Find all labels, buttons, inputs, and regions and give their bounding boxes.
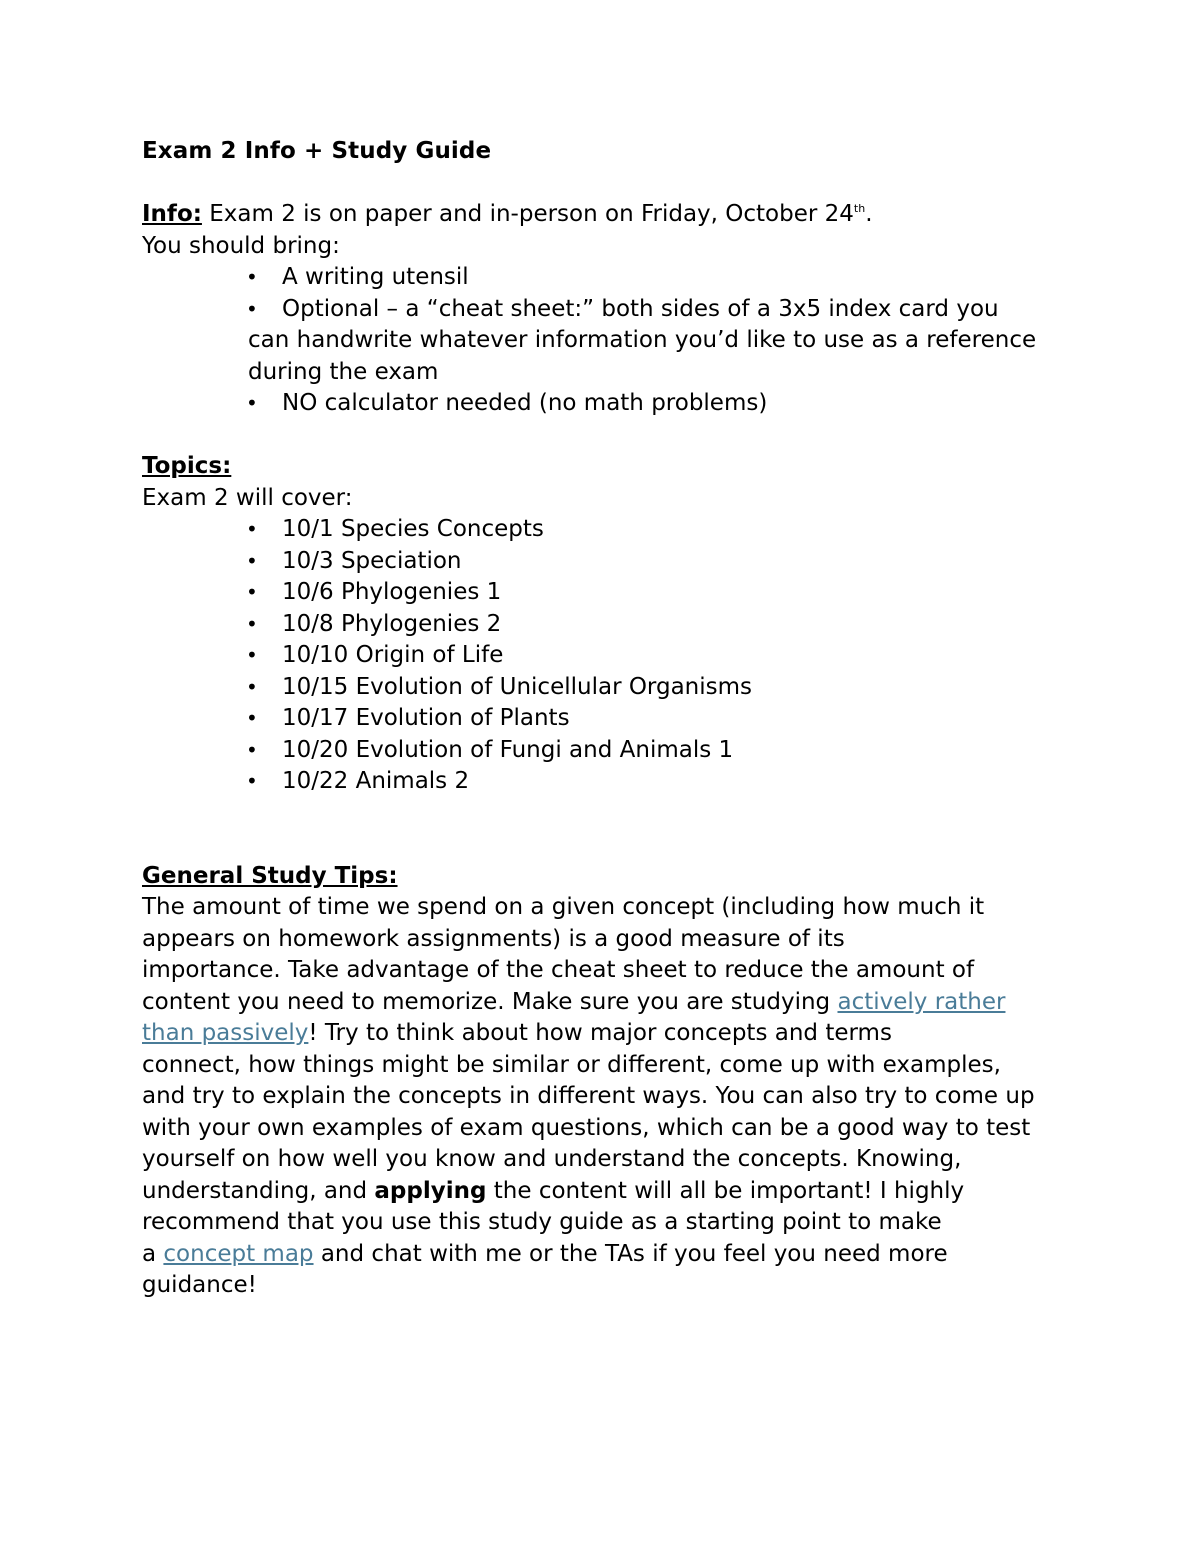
bullet-icon: • xyxy=(246,391,258,415)
list-item-text-continued: can handwrite whatever information you’d like to use as a reference xyxy=(248,327,1037,353)
bullet-icon: • xyxy=(246,265,258,289)
bullet-icon: • xyxy=(246,548,258,573)
bullet-icon: • xyxy=(246,769,258,793)
topic-text: 10/15 Evolution of Unicellular Organisms xyxy=(282,673,753,700)
list-item xyxy=(142,735,1082,767)
paragraph-text: understanding, and xyxy=(142,1177,375,1204)
active-study-link[interactable]: actively rather xyxy=(837,988,1006,1015)
list-item xyxy=(142,388,1082,420)
bullet-icon: • xyxy=(246,296,258,321)
list-item-text: A writing utensil xyxy=(282,264,469,290)
concept-map-link[interactable]: concept map xyxy=(163,1240,314,1267)
list-item xyxy=(142,514,1082,546)
list-item xyxy=(142,609,1082,641)
list-item-text: Optional – a “cheat sheet:” both sides of a 3x5 index card you xyxy=(282,295,999,322)
list-item xyxy=(142,703,1082,735)
info-heading: Info: xyxy=(142,201,202,227)
topic-text: 10/20 Evolution of Fungi and Animals 1 xyxy=(282,736,734,763)
paragraph-line: guidance! xyxy=(142,1272,257,1298)
list-item-text: NO calculator needed (no math problems) xyxy=(282,390,768,416)
topic-text: 10/3 Speciation xyxy=(282,547,462,574)
spacer xyxy=(142,168,1082,200)
bullet-icon: • xyxy=(246,674,258,699)
paragraph-line xyxy=(142,1176,1082,1208)
paragraph-line xyxy=(142,1018,1082,1050)
bullet-icon: • xyxy=(246,706,258,730)
bullet-icon: • xyxy=(246,737,258,762)
topic-text: 10/6 Phylogenies 1 xyxy=(282,579,502,605)
bullet-icon: • xyxy=(246,643,258,667)
list-item xyxy=(142,546,1082,578)
topics-list xyxy=(142,514,1082,798)
info-text-end: . xyxy=(865,201,873,227)
topics-intro: Exam 2 will cover: xyxy=(142,484,353,511)
bring-intro: You should bring: xyxy=(142,232,340,259)
bullet-icon: • xyxy=(246,580,258,604)
bullet-icon: • xyxy=(246,517,258,541)
topics-heading-line xyxy=(142,451,1082,483)
list-item xyxy=(142,294,1082,389)
document-page xyxy=(142,136,1082,1302)
paragraph-text: ! Try to think about how major concepts and terms xyxy=(308,1020,892,1046)
list-item xyxy=(142,577,1082,609)
info-text: Exam 2 is on paper and in-person on Friday, October 24 xyxy=(201,201,854,227)
paragraph-line xyxy=(142,987,1082,1019)
tips-heading-line xyxy=(142,861,1082,893)
list-item xyxy=(142,262,1082,294)
tips-paragraph xyxy=(142,892,1082,1302)
paragraph-line xyxy=(142,1239,1082,1271)
topic-text: 10/8 Phylogenies 2 xyxy=(282,610,502,637)
list-item-text-continued: during the exam xyxy=(248,358,439,385)
tips-heading: General Study Tips: xyxy=(142,862,398,889)
list-item xyxy=(142,766,1082,798)
bring-list xyxy=(142,262,1082,420)
active-study-link-continued[interactable]: than passively xyxy=(142,1020,309,1046)
spacer xyxy=(142,798,1082,830)
topic-text: 10/17 Evolution of Plants xyxy=(282,705,570,731)
paragraph-text: the content will all be important! I highly xyxy=(486,1177,965,1204)
topic-text: 10/22 Animals 2 xyxy=(282,768,470,794)
list-item xyxy=(142,672,1082,704)
paragraph-line: and try to explain the concepts in different ways. You can also try to come up xyxy=(142,1083,1035,1109)
paragraph-line: yourself on how well you know and understand the concepts. Knowing, xyxy=(142,1146,962,1172)
paragraph-line: importance. Take advantage of the cheat sheet to reduce the amount of xyxy=(142,957,975,983)
list-item xyxy=(142,640,1082,672)
info-line xyxy=(142,199,1082,231)
topics-heading: Topics: xyxy=(142,453,232,479)
bullet-icon: • xyxy=(246,611,258,636)
topic-text: 10/10 Origin of Life xyxy=(282,642,504,668)
date-superscript: th xyxy=(853,202,866,215)
spacer xyxy=(142,420,1082,452)
topic-text: 10/1 Species Concepts xyxy=(282,516,544,542)
paragraph-text: content you need to memorize. Make sure you are studying xyxy=(142,988,838,1015)
paragraph-line: The amount of time we spend on a given concept (including how much it xyxy=(142,894,985,920)
spacer xyxy=(142,829,1082,861)
paragraph-line: connect, how things might be similar or different, come up with examples, xyxy=(142,1051,1001,1078)
paragraph-line: recommend that you use this study guide as a starting point to make xyxy=(142,1209,942,1235)
paragraph-text: and chat with me or the TAs if you feel you need more xyxy=(313,1240,948,1267)
paragraph-line: with your own examples of exam questions, which can be a good way to test xyxy=(142,1114,1031,1141)
emphasis-text: applying xyxy=(374,1177,487,1204)
paragraph-line: appears on homework assignments) is a good measure of its xyxy=(142,925,845,952)
paragraph-text: a xyxy=(142,1240,164,1267)
document-title: Exam 2 Info + Study Guide xyxy=(142,138,492,164)
